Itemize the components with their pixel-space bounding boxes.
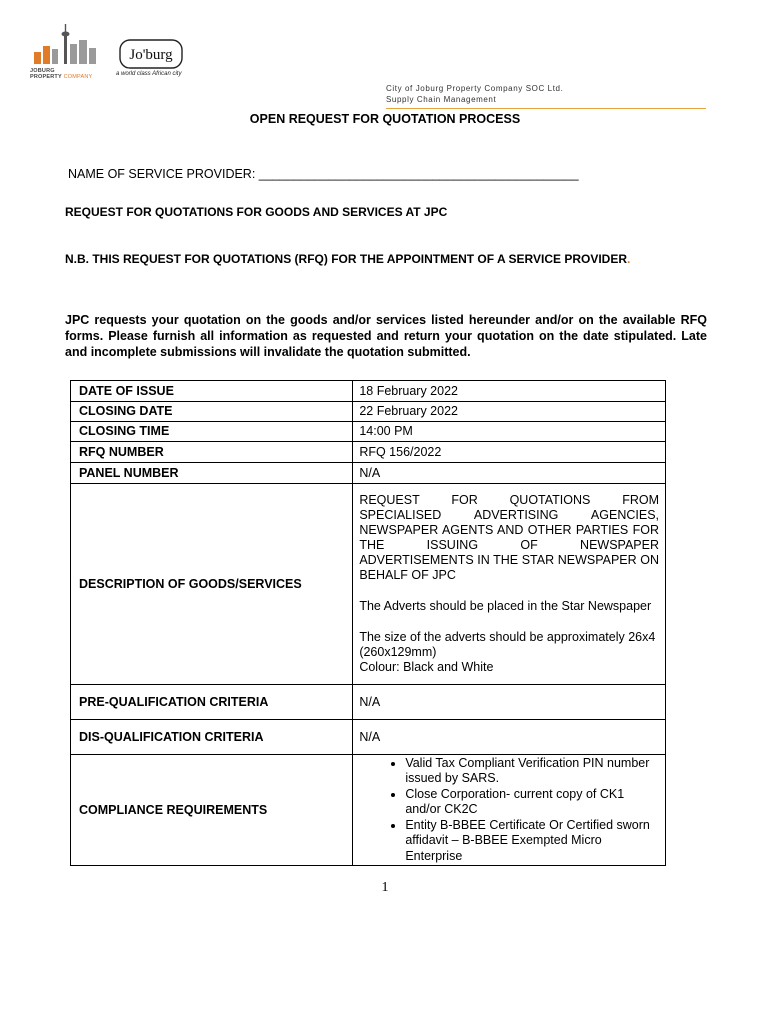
rfq-number-label: RFQ NUMBER bbox=[71, 442, 353, 463]
rfq-number-value: RFQ 156/2022 bbox=[353, 442, 666, 463]
rfq-details-table bbox=[70, 380, 666, 866]
table-row bbox=[71, 442, 666, 463]
dis-qualification-label: DIS-QUALIFICATION CRITERIA bbox=[71, 720, 353, 755]
list-item: • Close Corporation- current copy of CK1 and/or CK2C bbox=[405, 787, 659, 818]
page-number: 1 bbox=[381, 880, 389, 895]
description-label: DESCRIPTION OF GOODS/SERVICES bbox=[71, 484, 353, 685]
closing-date-value: 22 February 2022 bbox=[353, 402, 666, 422]
header-divider bbox=[386, 108, 706, 109]
service-provider-name-line: NAME OF SERVICE PROVIDER: ______________________________________________ bbox=[68, 167, 579, 181]
table-row bbox=[71, 755, 666, 866]
date-of-issue-label: DATE OF ISSUE bbox=[71, 381, 353, 402]
nb-statement-dot: . bbox=[627, 252, 631, 266]
panel-number-value: N/A bbox=[353, 463, 666, 484]
closing-date-label: CLOSING DATE bbox=[71, 402, 353, 422]
page-title: OPEN REQUEST FOR QUOTATION PROCESS bbox=[249, 112, 521, 126]
list-item: • Valid Tax Compliant Verification PIN number issued by SARS. bbox=[405, 756, 659, 787]
joburg-logo bbox=[118, 38, 184, 70]
department-name: Supply Chain Management bbox=[386, 95, 497, 104]
table-row bbox=[71, 463, 666, 484]
compliance-label: COMPLIANCE REQUIREMENTS bbox=[71, 755, 353, 866]
panel-number-label: PANEL NUMBER bbox=[71, 463, 353, 484]
table-row bbox=[71, 402, 666, 422]
table-row bbox=[71, 720, 666, 755]
compliance-value bbox=[353, 755, 666, 866]
description-para-2: The Adverts should be placed in the Star Newspaper bbox=[359, 599, 652, 613]
description-para-3: The size of the adverts should be approximately 26x4 (260x129mm) bbox=[359, 630, 656, 659]
table-row bbox=[71, 381, 666, 402]
date-of-issue-value: 18 February 2022 bbox=[353, 381, 666, 402]
closing-time-label: CLOSING TIME bbox=[71, 422, 353, 442]
description-para-1: REQUEST FOR QUOTATIONS FROM SPECIALISED ADVERTISING AGENCIES, NEWSPAPER AGENTS AND OTHER PARTIES FOR THE ISSUING OF NEWSPAPER ADVERTISEMENTS IN THE STAR NEWSPAPER ON BEHALF OF JPC bbox=[359, 493, 659, 582]
svg-text:Jo'burg: Jo'burg bbox=[129, 47, 173, 63]
joburg-tagline: a world class African city bbox=[116, 71, 182, 77]
list-item: • Entity B-BBEE Certificate Or Certified sworn affidavit – B-BBEE Exempted Micro Enterprise bbox=[405, 818, 659, 865]
nb-statement-text: N.B. THIS REQUEST FOR QUOTATIONS (RFQ) FOR THE APPOINTMENT OF A SERVICE PROVIDER bbox=[65, 252, 628, 266]
table-row bbox=[71, 685, 666, 720]
closing-time-value: 14:00 PM bbox=[353, 422, 666, 442]
description-para-4: Colour: Black and White bbox=[359, 660, 494, 674]
description-value bbox=[353, 484, 666, 685]
company-address-block bbox=[386, 83, 563, 105]
intro-paragraph: JPC requests your quotation on the goods and/or services listed hereunder and/or on the available RFQ forms. Please furnish all information as requested and return your quotation on the date stipulated. Late and incomplete submissions will invalidate the quotation submitted. bbox=[65, 313, 707, 359]
rfq-heading: REQUEST FOR QUOTATIONS FOR GOODS AND SERVICES AT JPC bbox=[65, 205, 448, 219]
nb-statement bbox=[65, 249, 685, 270]
table-row bbox=[71, 422, 666, 442]
table-row bbox=[71, 484, 666, 685]
dis-qualification-value: N/A bbox=[353, 720, 666, 755]
compliance-list bbox=[359, 756, 659, 865]
company-name: City of Joburg Property Company SOC Ltd. bbox=[386, 84, 564, 93]
pre-qualification-label: PRE-QUALIFICATION CRITERIA bbox=[71, 685, 353, 720]
jpc-logo-text: JOBURG PROPERTY COMPANY bbox=[30, 68, 93, 80]
pre-qualification-value: N/A bbox=[353, 685, 666, 720]
